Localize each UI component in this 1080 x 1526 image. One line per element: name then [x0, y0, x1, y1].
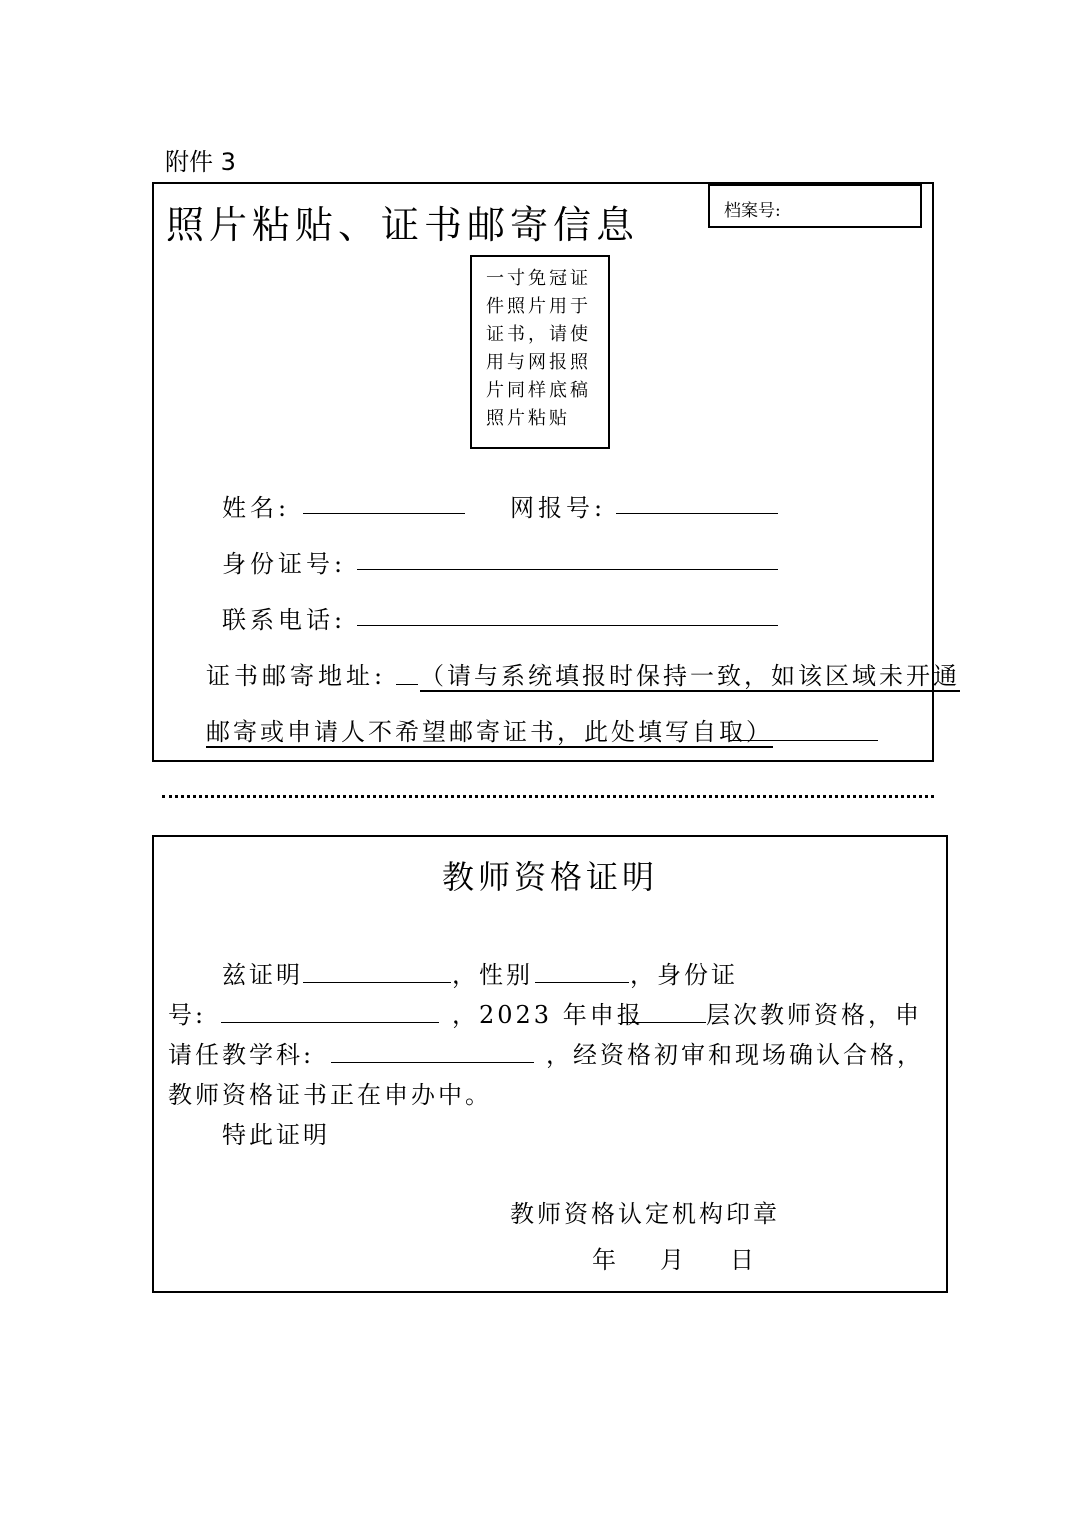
cert-id-blank[interactable] — [221, 1022, 439, 1023]
phone-field[interactable] — [357, 625, 778, 626]
cert-name-blank[interactable] — [303, 982, 451, 983]
photo-paste-area: 一寸免冠证件照片用于证书，请使用与网报照片同样底稿照片粘贴 — [470, 255, 610, 449]
cert-line1-a: 兹证明 — [222, 961, 303, 989]
cert-line2-c: 层次教师资格，申 — [706, 1001, 922, 1029]
cert-line5: 特此证明 — [222, 1121, 330, 1149]
cert-line3-b: ，经资格初审和现场确认合格， — [546, 1041, 924, 1069]
cert-subject-blank[interactable] — [331, 1062, 534, 1063]
name-label: 姓名: — [222, 494, 291, 522]
cert-line2-a: 号: — [168, 1001, 207, 1029]
cert-line2-b: ，2023 年申报 — [452, 1001, 644, 1029]
month-label: 月 — [660, 1246, 687, 1274]
cert-gender-blank[interactable] — [535, 982, 629, 983]
day-label: 日 — [730, 1246, 757, 1274]
year-label: 年 — [592, 1246, 619, 1274]
seal-label: 教师资格认定机构印章 — [510, 1200, 780, 1228]
address-field-lead — [396, 684, 418, 685]
address-field-tail — [730, 740, 878, 741]
archive-number-field[interactable] — [708, 184, 922, 228]
address-hint-line1[interactable]: （请与系统填报时保持一致，如该区域未开通 — [420, 662, 960, 690]
address-label: 证书邮寄地址: — [206, 662, 387, 690]
id-card-label: 身份证号: — [222, 550, 347, 578]
form-title: 照片粘贴、证书邮寄信息 — [166, 203, 640, 247]
certificate-title: 教师资格证明 — [441, 858, 658, 896]
cut-line — [162, 795, 934, 798]
archive-number-label: 档案号: — [724, 201, 781, 221]
address-hint-line2[interactable]: 邮寄或申请人不希望邮寄证书，此处填写自取） — [206, 718, 773, 746]
net-id-label: 网报号: — [510, 494, 607, 522]
id-card-field[interactable] — [357, 569, 778, 570]
cert-line4: 教师资格证书正在申办中。 — [168, 1081, 492, 1109]
cert-line1-b: ，性别 — [452, 961, 533, 989]
cert-line1-c: ，身份证 — [630, 961, 738, 989]
cert-level-blank[interactable] — [622, 1022, 706, 1023]
name-field[interactable] — [303, 513, 465, 514]
net-id-field[interactable] — [616, 513, 778, 514]
attachment-label: 附件 3 — [165, 148, 236, 176]
phone-label: 联系电话: — [222, 606, 347, 634]
cert-line3-a: 请任教学科: — [168, 1041, 315, 1069]
